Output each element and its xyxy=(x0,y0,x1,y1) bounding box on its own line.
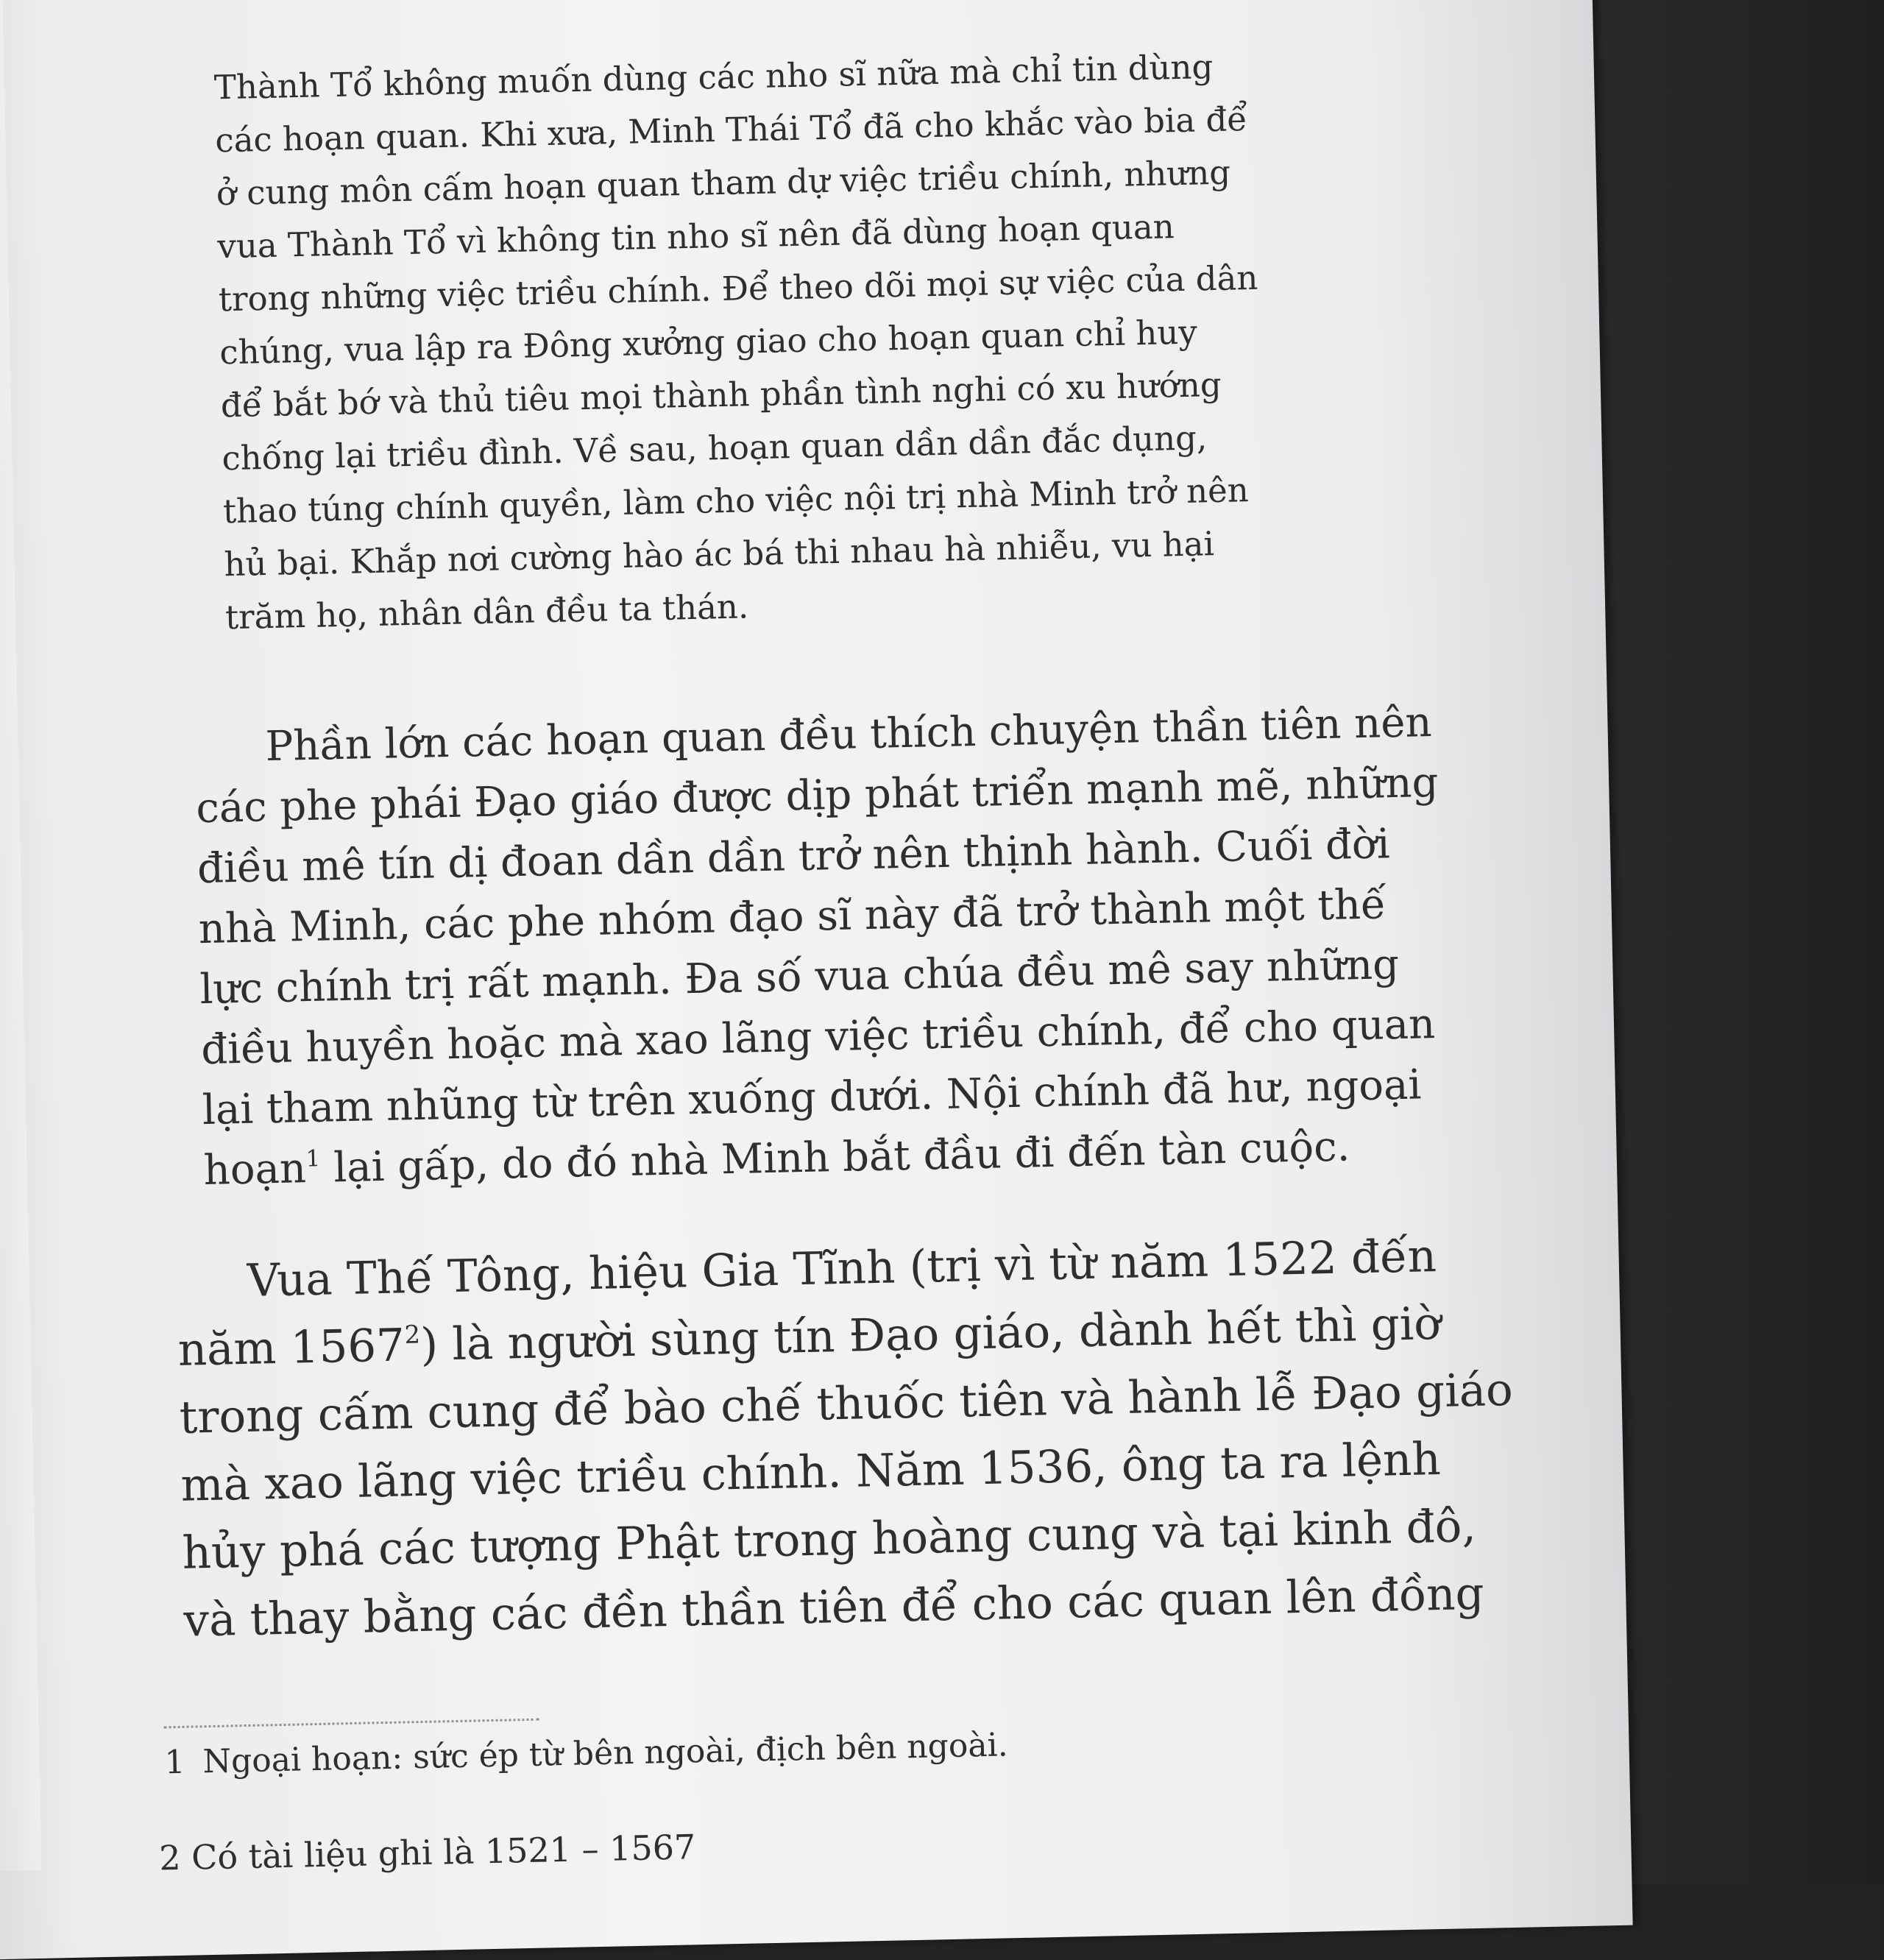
text-line: và thay bằng các đền thần tiên để cho các quan lên đồng xyxy=(183,1567,1485,1647)
text-line: để bắt bớ và thủ tiêu mọi thành phần tình nghi có xu hướng xyxy=(220,364,1222,425)
fragment xyxy=(0,534,7,600)
text-line: các hoạn quan. Khi xưa, Minh Thái Tổ đã cho khắc vào bia để xyxy=(214,99,1248,160)
text-line: trăm họ, nhân dân đều ta thán. xyxy=(224,587,749,637)
fragment xyxy=(0,728,12,794)
text-line: chúng, vua lập ra Đông xưởng giao cho hoạn quan chỉ huy xyxy=(219,312,1198,372)
text-line: ở cung môn cấm hoạn quan tham dự việc triều chính, nhưng xyxy=(216,152,1231,213)
text-line: nhà Minh, các phe nhóm đạo sĩ này đã trở thành một thế xyxy=(198,880,1387,954)
text-line: hủ bại. Khắp nơi cường hào ác bá thi nhau hà nhiễu, vu hại xyxy=(223,524,1215,584)
text-line: hủy phá các tượng Phật trong hoàng cung và tại kinh đô, xyxy=(181,1499,1477,1579)
fragment xyxy=(0,857,15,924)
footnote-ref-2[interactable]: 2 xyxy=(404,1320,421,1349)
paragraph-3 xyxy=(176,1221,1518,1655)
footnote-divider xyxy=(164,1719,539,1729)
footnote-ref-1[interactable]: 1 xyxy=(305,1145,321,1172)
text-line: vua Thành Tổ vì không tin nho sĩ nên đã dùng hoạn quan xyxy=(216,207,1175,266)
fragment xyxy=(0,598,9,665)
text-span: Phần lớn các hoạn quan đều thích chuyện thần tiên nên xyxy=(265,698,1433,771)
text-span: hoạn xyxy=(203,1144,307,1195)
footnote-2-cut-off: 2 Có tài liệu ghi là 1521 – 1567 xyxy=(158,1827,696,1878)
footnote-text: Ngoại hoạn: sức ép từ bên ngoài, địch bên ngoài. xyxy=(202,1726,1009,1781)
text-line: mà xao lãng việc triều chính. Năm 1536, ông ta ra lệnh xyxy=(180,1432,1442,1512)
text-line: các phe phái Đạo giáo được dịp phát triển mạnh mẽ, những xyxy=(195,758,1439,833)
text-span: ) là người sùng tín Đạo giáo, dành hết thì giờ xyxy=(419,1297,1442,1371)
fragment xyxy=(0,793,13,859)
footnote-number: 1 xyxy=(164,1743,186,1782)
text-line: thao túng chính quyền, làm cho việc nội trị nhà Minh trở nên xyxy=(222,470,1250,531)
text-line: điều huyền hoặc mà xao lãng việc triều chính, để cho quan xyxy=(200,1000,1436,1075)
text-line: Thành Tổ không muốn dùng các nho sĩ nữa mà chỉ tin dùng xyxy=(213,47,1214,107)
footnote-1 xyxy=(164,1726,1008,1781)
text-line: điều mê tín dị đoan dần dần trở nên thịnh hành. Cuối đời xyxy=(196,820,1391,894)
text-line: lại tham nhũng từ trên xuống dưới. Nội chính đã hư, ngoại xyxy=(202,1061,1422,1135)
text-line: trong những việc triều chính. Để theo dõi mọi sự việc của dân xyxy=(218,258,1258,319)
text-line: trong cấm cung để bào chế thuốc tiên và hành lễ Đạo giáo xyxy=(179,1363,1514,1444)
fragment xyxy=(0,663,10,729)
text-span: năm 1567 xyxy=(177,1319,406,1376)
paragraph-1 xyxy=(213,40,1265,644)
text-span: Vua Thế Tông, hiệu Gia Tĩnh (trị vì từ năm 1522 đến xyxy=(247,1230,1437,1307)
fragment xyxy=(0,922,15,988)
paragraph-2 xyxy=(194,693,1447,1201)
text-line: chống lại triều đình. Về sau, hoạn quan dần dần đắc dụng, xyxy=(221,418,1208,478)
fragment xyxy=(0,1052,18,1118)
text-span: lại gấp, do đó nhà Minh bắt đầu đi đến tàn cuộc. xyxy=(319,1122,1350,1192)
text-line: lực chính trị rất mạnh. Đa số vua chúa đều mê say những xyxy=(199,940,1400,1014)
fragment xyxy=(0,987,17,1053)
